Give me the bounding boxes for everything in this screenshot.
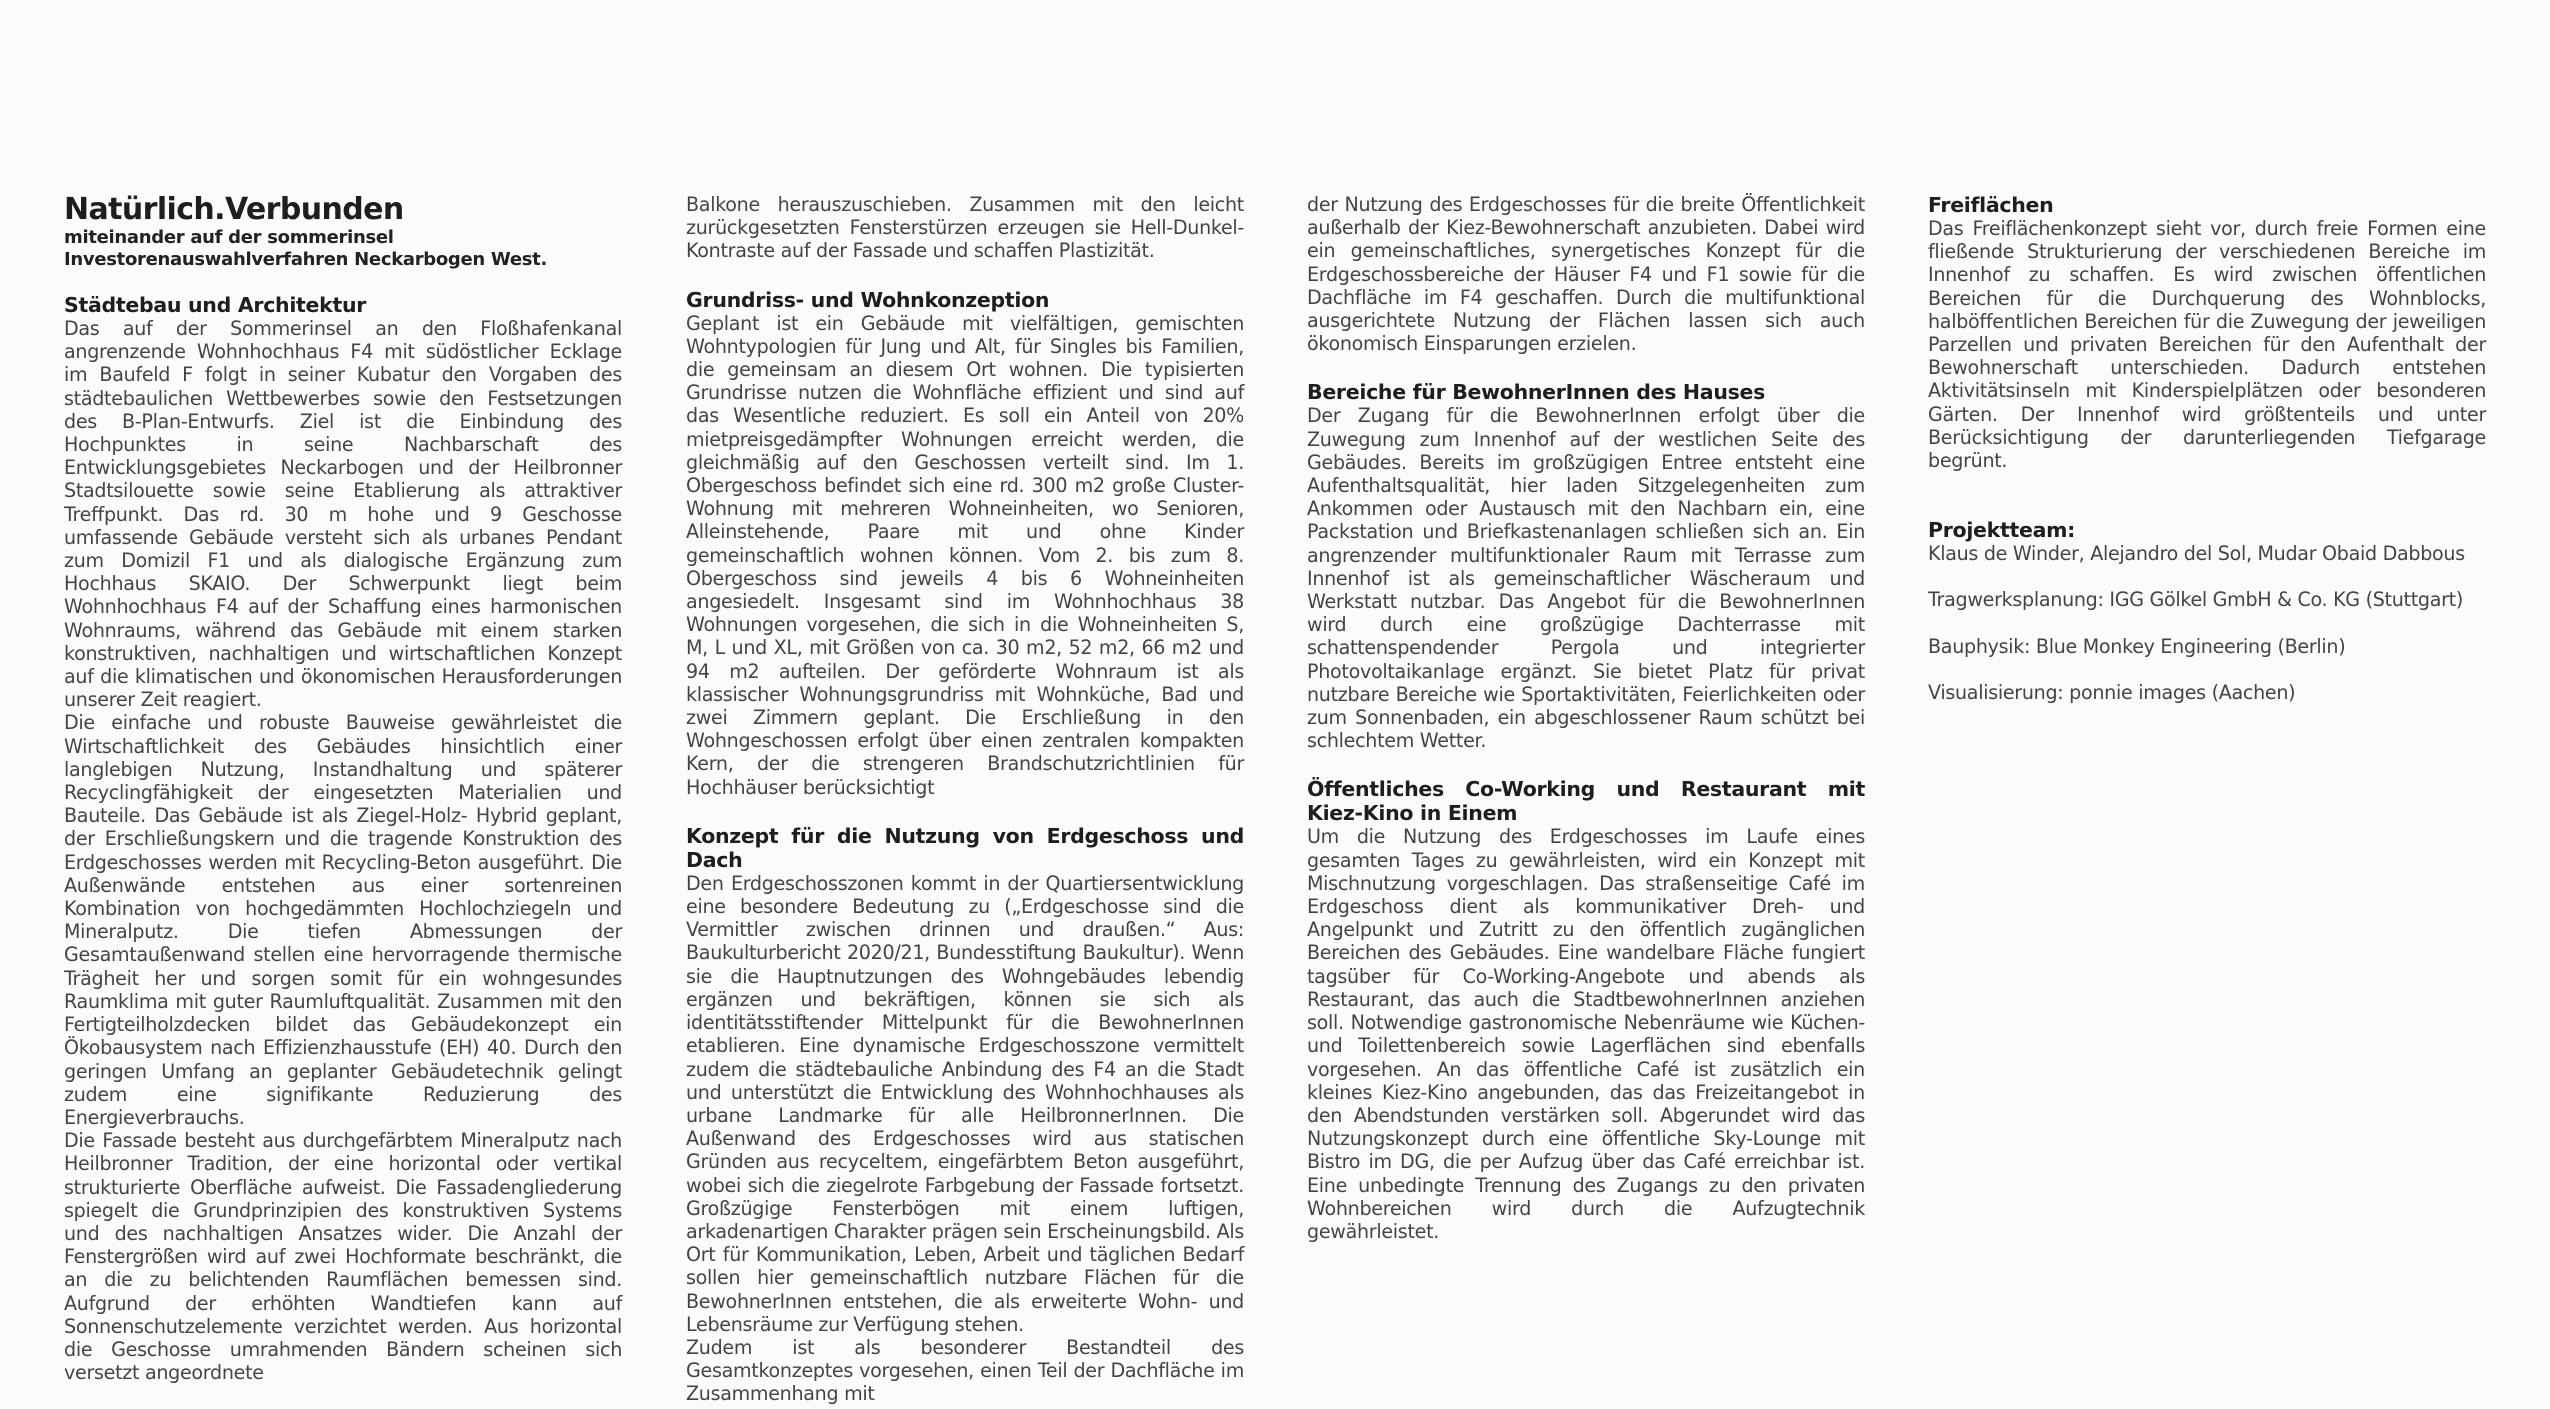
column-4 — [1928, 193, 2486, 704]
team-bauphysik: Bauphysik: Blue Monkey Engineering (Berlin) — [1928, 634, 2346, 658]
paragraph-fassade-continued: Balkone herauszuschieben. Zusammen mit den leicht zurückgesetzten Fensterstürzen erzeugen sie Hell-Dunkel-Kontraste auf der Fassade und schaffen Plastizität. — [686, 193, 1244, 263]
section-heading-grundriss: Grundriss- und Wohnkonzeption — [686, 287, 1050, 312]
paragraph-konzept-2: Zudem ist als besonderer Bestandteil des Gesamtkonzeptes vorgesehen, einen Teil der Dachfläche im Zusammenhang mit — [686, 1335, 1244, 1406]
section-heading-bereiche: Bereiche für BewohnerInnen des Hauses — [1307, 380, 1766, 405]
document-subtitle: miteinander auf der sommerinsel — [64, 227, 394, 248]
section-heading-projektteam: Projektteam: — [1928, 518, 2076, 543]
paragraph-staedtebau-1: Das auf der Sommerinsel an den Floßhafenkanal angrenzende Wohnhochhaus F4 mit südöstlicher Ecklage im Baufeld F folgt in seiner Kubatur den Vorgaben des städtebaulichen Wettbewerbes sowie den Festsetzungen des B-Plan-Entwurfs. Ziel ist die Einbindung des Hochpunktes in seine Nachbarschaft des Entwicklungsgebietes Neckarbogen und der Heilbronner Stadtsilouette sowie seine Etablierung als attraktiver Treffpunkt. Das rd. 30 m hohe und 9 Geschosse umfassende Gebäude versteht sich als urbanes Pendant zum Domizil F1 und als dialogische Ergänzung zum Hochhaus SKAIO. Der Schwerpunkt liegt beim Wohnhochhaus F4 auf der Schaffung eines harmonischen Wohnraums, während das Gebäude mit einem starken konstruktiven, nachhaltigen und wirtschaftlichen Konzept auf die klimatischen und ökonomischen Herausforderungen unserer Zeit reagiert. — [64, 317, 622, 712]
team-visualisierung: Visualisierung: ponnie images (Aachen) — [1928, 680, 2296, 704]
paragraph-konzept-continued: der Nutzung des Erdgeschosses für die breite Öffentlichkeit außerhalb der Kiez-Bewohnerschaft anzubieten. Dabei wird ein gemeinschaftliches, synergetisches Konzept für die Erdgeschossbereiche der Häuser F4 und F1 sowie für die Dachfläche im F4 geschaffen. Durch die multifunktional ausgerichtete Nutzung der Flächen lassen sich auch ökonomisch Einsparungen erzielen. — [1307, 193, 1865, 356]
team-tragwerksplanung: Tragwerksplanung: IGG Gölkel GmbH & Co. KG (Stuttgart) — [1928, 588, 2464, 612]
team-members: Klaus de Winder, Alejandro del Sol, Mudar Obaid Dabbous — [1928, 542, 2465, 566]
paragraph-staedtebau-2: Die einfache und robuste Bauweise gewährleistet die Wirtschaftlichkeit des Gebäudes hinsichtlich einer langlebigen Nutzung, Instandhaltung und späterer Recyclingfähigkeit der eingesetzten Materialien und Bauteile. Das Gebäude ist als Ziegel-Holz- Hybrid geplant, der Erschließungskern und die tragende Konstruktion des Erdgeschosses werden mit Recycling-Beton ausgeführt. Die Außenwände entstehen aus einer sortenreinen Kombination von hochgedämmten Hochlochziegeln und Mineralputz. Die tiefen Abmessungen der Gesamtaußenwand stellen eine hervorragende thermische Trägheit her und sorgen somit für ein wohngesundes Raumklima mit guter Raumluftqualität. Zusammen mit den Fertigteilholzdecken bildet das Gebäudekonzept ein Ökobausystem nach Effizienzhausstufe (EH) 40. Durch den geringen Umfang an geplanter Gebäudetechnik gelingt zudem eine signifikante Reduzierung des Energieverbrauchs. — [64, 711, 622, 1129]
document-subtitle-competition: Investorenauswahlverfahren Neckarbogen West. — [64, 249, 547, 270]
paragraph-freiflaechen: Das Freiflächenkonzept sieht vor, durch freie Formen eine fließende Strukturierung der verschiedenen Bereiche im Innenhof zu schaffen. Es wird zwischen öffentlichen Bereichen für die Durchquerung des Wohnblocks, halböffentlichen Bereichen für die Zuwegung der jeweiligen Parzellen und privaten Bereichen für den Aufenthalt der Bewohnerschaft unterschieden. Dadurch entstehen Aktivitätsinseln mit Kinderspielplätzen oder besonderen Gärten. Der Innenhof wird größtenteils und unter Berücksichtigung der darunterliegenden Tiefgarage begrünt. — [1928, 217, 2486, 473]
paragraph-bereiche: Der Zugang für die BewohnerInnen erfolgt über die Zuwegung zum Innenhof auf der westlichen Seite des Gebäudes. Bereits im großzügigen Entree entsteht eine Aufenthaltsqualität, hier laden Sitzgelegenheiten zum Ankommen oder Austausch mit den Nachbarn ein, eine Packstation und Briefkastenanlagen schließen sich an. Ein angrenzender multifunktionaler Raum mit Terrasse zum Innenhof ist als gemeinschaftlicher Wäscheraum und Werkstatt nutzbar. Das Angebot für die BewohnerInnen wird durch eine großzügige Dachterrasse mit schattenspendender Pergola und integrierter Photovoltaikanlage ergänzt. Sie bietet Platz für privat nutzbare Bereiche wie Sportaktivitäten, Feierlichkeiten oder zum Sonnenbaden, ein abgeschlossener Raum schützt bei schlechtem Wetter. — [1307, 404, 1865, 753]
column-3 — [1307, 193, 1865, 1243]
document-title: Natürlich.Verbunden — [64, 192, 404, 227]
paragraph-grundriss: Geplant ist ein Gebäude mit vielfältigen, gemischten Wohntypologien für Jung und Alt, für Singles bis Familien, die gemeinsam an diesem Ort wohnen. Die typisierten Grundrisse nutzen die Wohnfläche effizient und sind auf das Wesentliche reduziert. Es soll ein Anteil von 20% mietpreisgedämpfter Wohnungen erreicht werden, die gleichmäßig auf den Geschossen verteilt sind. Im 1. Obergeschoss befindet sich eine rd. 300 m2 große Cluster-Wohnung mit mehreren Wohneinheiten, wo Senioren, Alleinstehende, Paare mit und ohne Kinder gemeinschaftlich wohnen können. Vom 2. bis zum 8. Obergeschoss sind jeweils 4 bis 6 Wohneinheiten angesiedelt. Insgesamt sind im Wohnhochhaus 38 Wohnungen vorgesehen, die sich in die Wohneinheiten S, M, L und XL, mit Größen von ca. 30 m2, 52 m2, 66 m2 und 94 m2 aufteilen. Der geförderte Wohnraum ist als klassischer Wohnungsgrundriss mit Wohnküche, Bad und zwei Zimmern geplant. Die Erschließung in den Wohngeschossen erfolgt über einen zentralen kompakten Kern, der die strengeren Brandschutzrichtlinien für Hochhäuser berücksichtigt — [686, 311, 1244, 799]
column-2 — [686, 193, 1244, 1406]
paragraph-konzept-1: Den Erdgeschosszonen kommt in der Quartiersentwicklung eine besondere Bedeutung zu („Erdgeschosse sind die Vermittler zwischen drinnen und draußen.“ Aus: Baukulturbericht 2020/21, Bundesstiftung Baukultur). Wenn sie die Hauptnutzungen des Wohngebäudes lebendig ergänzen und bekräftigen, können sie sich als identitätsstiftender Mittelpunkt für die BewohnerInnen etablieren. Eine dynamische Erdgeschosszone vermittelt zudem die städtebauliche Anbindung des F4 an die Stadt und unterstützt die Entwicklung des Wohnhochhauses als urbane Landmarke für alle HeilbronnerInnen. Die Außenwand des Erdgeschosses wird aus statischen Gründen aus recyceltem, eingefärbtem Beton ausgeführt, wobei sich die ziegelrote Farbgebung der Fassade fortsetzt. Großzügige Fensterbögen mit einem luftigen, arkadenartigen Charakter prägen sein Erscheinungsbild. Als Ort für Kommunikation, Leben, Arbeit und täglichen Bedarf sollen hier gemeinschaftlich nutzbare Flächen für die BewohnerInnen entstehen, die als erweiterte Wohn- und Lebensräume zur Verfügung stehen. — [686, 871, 1244, 1336]
section-heading-konzept: Konzept für die Nutzung von Erdgeschoss und Dach — [686, 823, 1244, 872]
section-heading-coworking: Öffentliches Co-Working und Restaurant mit Kiez-Kino in Einem — [1307, 777, 1865, 826]
column-1 — [64, 193, 622, 1384]
paragraph-staedtebau-3: Die Fassade besteht aus durchgefärbtem Mineralputz nach Heilbronner Tradition, der eine horizontal oder vertikal strukturierte Oberfläche aufweist. Die Fassadengliederung spiegelt die Grundprinzipien des konstruktiven Systems und des nachhaltigen Ansatzes wider. Die Anzahl der Fenstergrößen wird auf zwei Hochformate beschränkt, die an die zu belichtenden Raumflächen bemessen sind. Aufgrund der erhöhten Wandtiefen kann auf Sonnenschutzelemente verzichtet werden. Aus horizontal die Geschosse umrahmenden Bändern scheinen sich versetzt angeordnete — [64, 1129, 622, 1385]
section-heading-staedtebau: Städtebau und Architektur — [64, 293, 367, 317]
section-heading-freiflaechen: Freiflächen — [1928, 193, 2054, 217]
paragraph-coworking: Um die Nutzung des Erdgeschosses im Laufe eines gesamten Tages zu gewährleisten, wird ein Konzept mit Mischnutzung vorgeschlagen. Das straßenseitige Café im Erdgeschoss dient als kommunikativer Dreh- und Angelpunkt und Zutritt zu den öffentlich zugänglichen Bereichen des Gebäudes. Eine wandelbare Fläche fungiert tagsüber für Co-Working-Angebote und abends als Restaurant, das auch die StadtbewohnerInnen anziehen soll. Notwendige gastronomische Nebenräume wie Küchen- und Toilettenbereich sowie Lagerflächen sind ebenfalls vorgesehen. An das öffentliche Café ist zusätzlich ein kleines Kiez-Kino angebunden, das das Freizeitangebot in den Abendstunden verstärken soll. Abgerundet wird das Nutzungskonzept durch eine öffentliche Sky-Lounge mit Bistro im DG, die per Aufzug über das Café erreichbar ist. Eine unbedingte Trennung des Zugangs zu den privaten Wohnbereichen wird durch die Aufzugtechnik gewährleistet. — [1307, 825, 1865, 1243]
